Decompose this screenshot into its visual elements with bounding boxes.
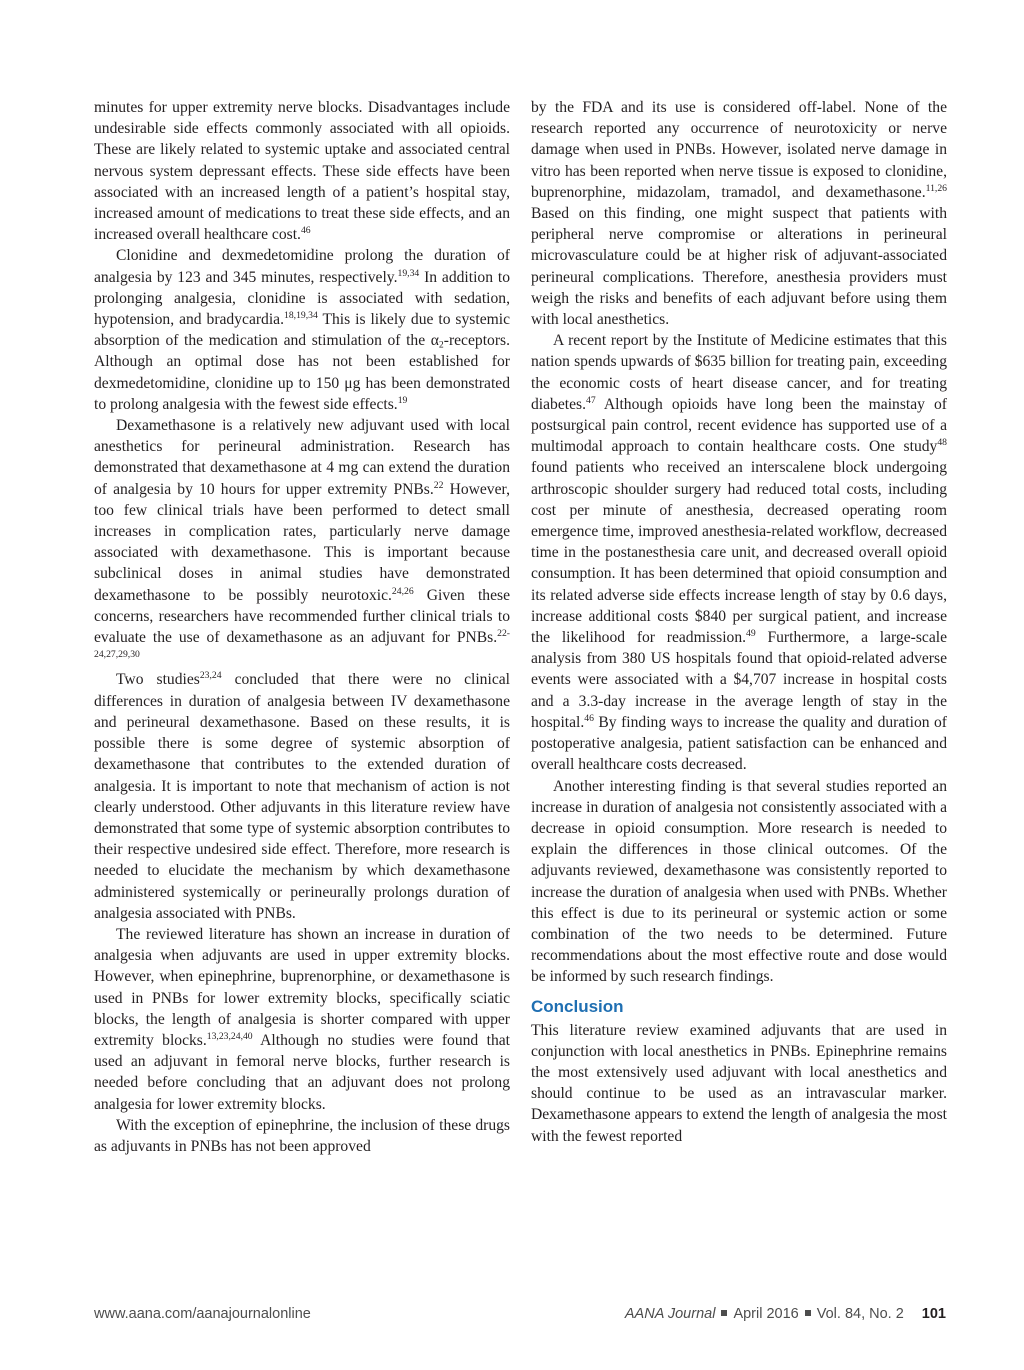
citation: 22 (433, 479, 444, 491)
paragraph: With the exception of epinephrine, the inclusion of these drugs as adjuvants in PNBs has not been approved (94, 1116, 510, 1155)
paragraph: by the FDA and its use is considered off-label. None of the research reported any occurrence of neurotoxicity or nerve damage when used in PNBs. However, isolated nerve damage in vitro has been reported when nerve tissue is exposed to clonidine, buprenorphine, midazolam, tramadol, and dexamethasone.$^{11,26}$ Based on this finding, one might suspect that patients with peripheral nerve compromise or alterations in perineural microvasculature could be at higher risk of adjuvant-associated perineural complications. Therefore, anesthesia providers must weigh the risks and benefits of each adjuvant before using them with local anesthetics. (531, 99, 947, 329)
citation: 49 (746, 628, 756, 640)
page-footer (94, 1306, 946, 1328)
paragraph: This literature review examined adjuvants that are used in conjunction with local anesthetics in PNBs. Epinephrine remains the most extensively used adjuvant with local anesthetics and should continue to be used as an intravascular marker. Dexamethasone appears to extend the length of analgesia the most with the fewest reported (531, 1021, 947, 1145)
square-bullet-icon (805, 1310, 811, 1316)
paragraph: The reviewed literature has shown an increase in duration of analgesia when adjuvants are used in upper extremity blocks. However, when epinephrine, buprenorphine, or dexamethasone is used in PNBs for lower extremity blocks, specifically sciatic blocks, the length of analgesia is shorter compared with upper extremity blocks.$^{13,23,24,40}$ Although no studies were found that used an adjuvant in femoral nerve blocks, further research is needed before concluding that an adjuvant does not prolong analgesia for lower extremity blocks. (94, 925, 510, 1113)
paragraph: Dexamethasone is a relatively new adjuvant used with local anesthetics for perineural administration. Research has demonstrated that dexamethasone at 4 mg can extend the duration of analgesia by 10 hours for upper extremity PNBs.$^{22}$ However, too few clinical trials have been performed to detect small increases in complication rates, particularly nerve damage associated with dexamethasone. This is important because subclinical doses in animal studies have demonstrated dexamethasone to be possibly neurotoxic.$^{24,26}$ Given these concerns, researchers have recommended further clinical trials to evaluate the use of dexamethasone as an adjuvant for PNBs.$^{22-24,27,29,30}$ (94, 417, 510, 661)
citation: 22-24,27,29,30 (94, 628, 510, 661)
square-bullet-icon (721, 1310, 727, 1316)
citation: 46 (300, 225, 311, 237)
citation: 46 (584, 713, 594, 725)
paragraph: Another interesting finding is that several studies reported an increase in duration of analgesia not consistently associated with a decrease in opioid consumption. More research is needed to explain the differences in those clinical outcomes. Of the adjuvants reviewed, dexamethasone was consistently reported to increase the duration of analgesia when used with PNBs. Whether this effect is due to its perineural or systemic action or some combination of the two needs to be determined. Future recommendations about the most effective route and dose would be informed by such research findings. (531, 777, 947, 986)
paragraph: Two studies$^{23,24}$ concluded that there were no clinical differences in duration of analgesia between IV dexamethasone and perineural dexamethasone. Based on these results, it is possible there is some degree of systemic absorption of dexamethasone that contributes to the extended duration of analgesia. It is important to note that mechanism of action is not clearly understood. Other adjuvants in this literature review have demonstrated that some type of systemic absorption contributes to their respective undesired side effect. Therefore, more research is needed to elucidate the mechanism by which dexamethasone administered systemically or perineurally prolongs duration of analgesia associated with PNBs. (94, 670, 510, 922)
journal-url[interactable]: www.aana.com/aanajournalonline (94, 1306, 311, 1322)
journal-name: AANA Journal (624, 1306, 716, 1322)
citation: 13,23,24,40 (206, 1031, 253, 1043)
citation: 47 (586, 395, 596, 407)
citation: 18,19,34 (284, 310, 318, 322)
left-column (94, 97, 510, 1157)
citation: 48 (937, 437, 947, 449)
citation: 19,34 (397, 267, 420, 279)
section-heading: Conclusion (531, 996, 624, 1016)
citation: 23,24 (199, 670, 222, 682)
journal-citation (625, 1306, 946, 1322)
page-number: 101 (921, 1306, 946, 1322)
citation: 11,26 (925, 183, 947, 195)
volume-number: Vol. 84, No. 2 (816, 1306, 904, 1322)
paragraph: minutes for upper extremity nerve blocks. Disadvantages include undesirable side effects commonly associated with all opioids. These are likely related to systemic uptake and associated central nervous system depressant effects. These side effects have been associated with an increased length of a patient’s hospital stay, increased amount of medications to treat these side effects, and an increased overall healthcare cost.$^{46}$ (94, 99, 510, 244)
paragraph: Clonidine and dexmedetomidine prolong the duration of analgesia by 123 and 345 minutes, respectively.$^{19,34}$ In addition to prolonging analgesia, clonidine is associated with sedation, hypotension, and bradycardia.$^{18,19,34}$ This is likely due to systemic absorption of the medication and stimulation of the $\alpha_2$-receptors. Although an optimal dose has not been established for dexmedetomidine, clonidine up to 150 μg has been demonstrated to prolong analgesia with the fewest side effects.$^{19}$ (94, 247, 511, 413)
paragraph: A recent report by the Institute of Medicine estimates that this nation spends upwards of $635 billion for treating pain, exceeding the economic costs of heart disease cancer, and for treating diabetes.$^{47}$ Although opioids have long been the mainstay of postsurgical pain control, recent evidence has supported use of a multimodal approach to contain healthcare costs. One study$^{48}$ found patients who received an interscalene block undergoing arthroscopic shoulder surgery had reduced total costs, including cost per minute of anesthesia, decreased operating room emergence time, improved anesthesia-related workflow, decreased time in the postanesthesia care unit, and decreased overall opioid consumption. It has been determined that opioid consumption and its related adverse side effects increase length of stay by 0.6 days, increase additional costs $840 per surgical patient, and increase the likelihood for readmission.$^{49}$ Furthermore, a large-scale analysis from 380 US hospitals found that opioid-related adverse events were associated with a $4,707 increase in hospital costs and a 3.3-day increase in the average length of stay in the hospital.$^{46}$ By finding ways to increase the quality and duration of postoperative analgesia, patient satisfaction can be enhanced and overall healthcare costs decreased. (531, 332, 947, 774)
issue-date: April 2016 (733, 1306, 799, 1322)
citation: 19 (397, 395, 408, 407)
right-column (531, 97, 947, 1147)
citation: 24,26 (391, 585, 414, 597)
